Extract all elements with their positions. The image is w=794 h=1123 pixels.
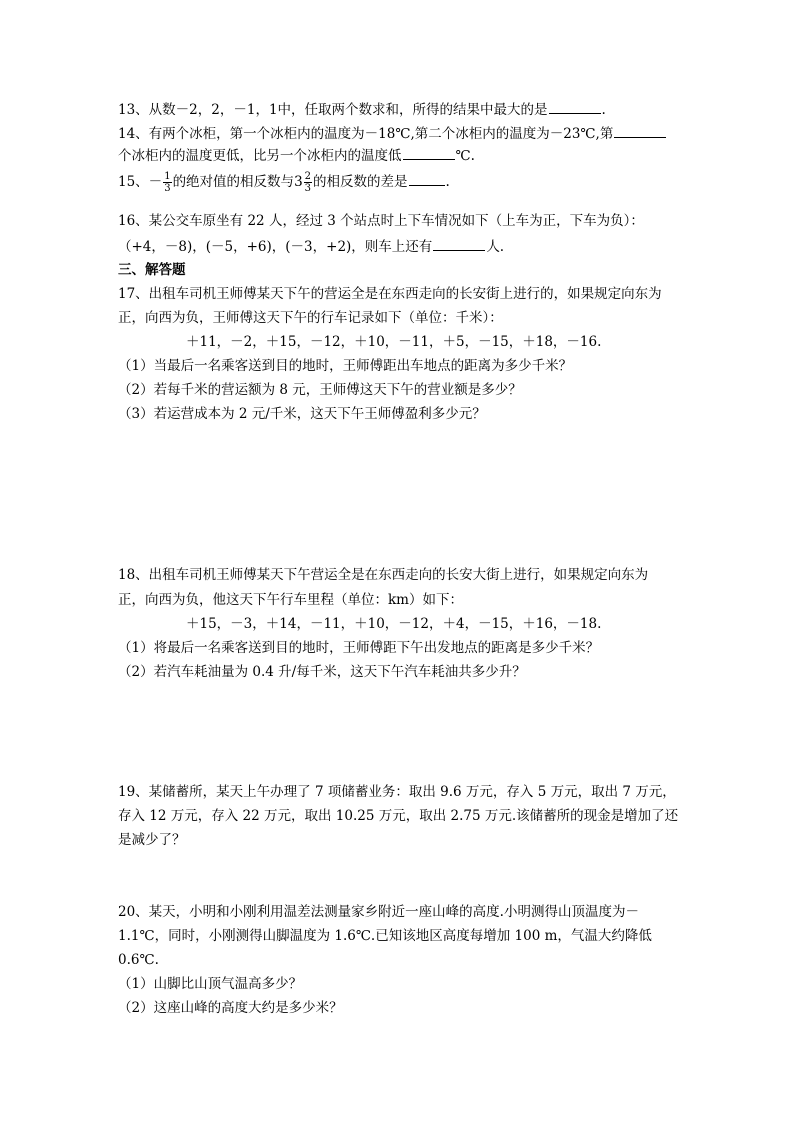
q20-sub-2: （2）这座山峰的高度大约是多少米？	[118, 1000, 343, 1016]
q20-line-2: 1.1℃，同时，小刚测得山脚温度为 1.6℃.已知该地区高度每增加 100 m，气温大约降低	[118, 928, 652, 944]
section-heading-solve: 三、解答题	[118, 262, 186, 278]
q13-end: .	[601, 102, 606, 118]
q15-fraction-2	[304, 171, 312, 194]
q16-line2a: （+4，－8)，(－5，+6)，(－3，+2)，则车上还有	[118, 239, 433, 255]
q17-sub-1: （1）当最后一名乘客送到目的地时，王师傅距出车地点的距离为多少千米？	[118, 358, 573, 374]
q17-line-1: 17、出租车司机王师傅某天下午的营运全是在东西走向的长安街上进行的，如果规定向东为	[118, 286, 662, 302]
question-13	[118, 100, 606, 119]
q14-line1: 14、有两个冰柜，第一个冰柜内的温度为－18℃,第二个冰柜内的温度为－23℃,第	[118, 126, 614, 142]
q14-line2a: 个冰柜内的温度更低，比另一个冰柜内的温度低	[118, 148, 402, 164]
q18-sub-2: （2）若汽车耗油量为 0.4 升/每千米，这天下午汽车耗油共多少升？	[118, 664, 526, 680]
q17-sub-2: （2）若每千米的营运额为 8 元，王师傅这天下午的营业额是多少？	[118, 382, 522, 398]
q20-line-1: 20、某天，小明和小刚利用温差法测量家乡附近一座山峰的高度.小明测得山顶温度为－	[118, 904, 639, 920]
question-14-line-2	[118, 146, 475, 165]
q15-mixed-whole: 3	[294, 174, 303, 190]
q19-line-2: 存入 12 万元，存入 22 万元，取出 10.25 万元，取出 2.75 万元.该储蓄所的现金是增加了还	[118, 808, 679, 824]
q13-answer-blank[interactable]	[549, 100, 601, 114]
question-15	[118, 170, 450, 194]
question-16-line-1	[118, 212, 644, 230]
q15-frac2-denominator: 3	[304, 183, 312, 194]
q20-line-3: 0.6℃.	[118, 952, 159, 968]
q19-line-1: 19、某储蓄所，某天上午办理了 7 项储蓄业务：取出 9.6 万元，存入 5 万元，取出 7 万元，	[118, 784, 676, 800]
q13-text: 13、从数－2，2，－1，1中，任取两个数求和，所得的结果中最大的是	[118, 102, 548, 118]
q16-line2b: 人.	[486, 239, 505, 255]
question-14-line-1	[118, 124, 667, 143]
q14-answer-blank-1[interactable]	[614, 124, 666, 138]
q18-sub-1: （1）将最后一名乘客送到目的地时，王师傅距下午出发地点的距离是多少千米？	[118, 640, 600, 656]
q16-line1: 16、某公交车原坐有 22 人，经过 3 个站点时上下车情况如下（上车为正，下车为负）：	[118, 213, 644, 229]
q15-suffix: 的相反数的差是	[313, 174, 408, 190]
q15-frac2-numerator: 2	[304, 171, 312, 182]
q17-data: ＋11，－2，＋15，－12，＋10，－11，＋5，－15，＋18，－16.	[186, 334, 602, 350]
q15-prefix: 15、－	[118, 174, 163, 190]
q15-frac1-denominator: 3	[164, 183, 171, 194]
q14-answer-blank-2[interactable]	[403, 146, 455, 160]
question-16-line-2	[118, 237, 504, 256]
q18-line-2: 正，向西为负，他这天下午行车里程（单位：km）如下：	[118, 592, 463, 608]
q15-end: .	[445, 174, 450, 190]
q19-line-3: 是减少了？	[118, 832, 186, 848]
q15-fraction-1	[163, 171, 171, 194]
q14-line2b: ℃.	[455, 148, 475, 164]
q17-sub-3: （3）若运营成本为 2 元/千米，这天下午王师傅盈利多少元？	[118, 406, 486, 422]
q16-answer-blank[interactable]	[433, 237, 485, 251]
q20-sub-1: （1）山脚比山顶气温高多少？	[118, 976, 303, 992]
q15-mid: 的绝对值的相反数与	[172, 174, 295, 190]
q18-data: ＋15，－3，＋14，－11，＋10，－12，＋4，－15，＋16，－18.	[186, 616, 602, 632]
q15-frac1-numerator: 1	[164, 171, 171, 182]
q15-answer-blank[interactable]	[409, 172, 445, 186]
q17-line-2: 正，向西为负，王师傅这天下午的行车记录如下（单位：千米）：	[118, 310, 503, 326]
q18-line-1: 18、出租车司机王师傅某天下午营运全是在东西走向的长安大街上进行，如果规定向东为	[118, 567, 649, 583]
